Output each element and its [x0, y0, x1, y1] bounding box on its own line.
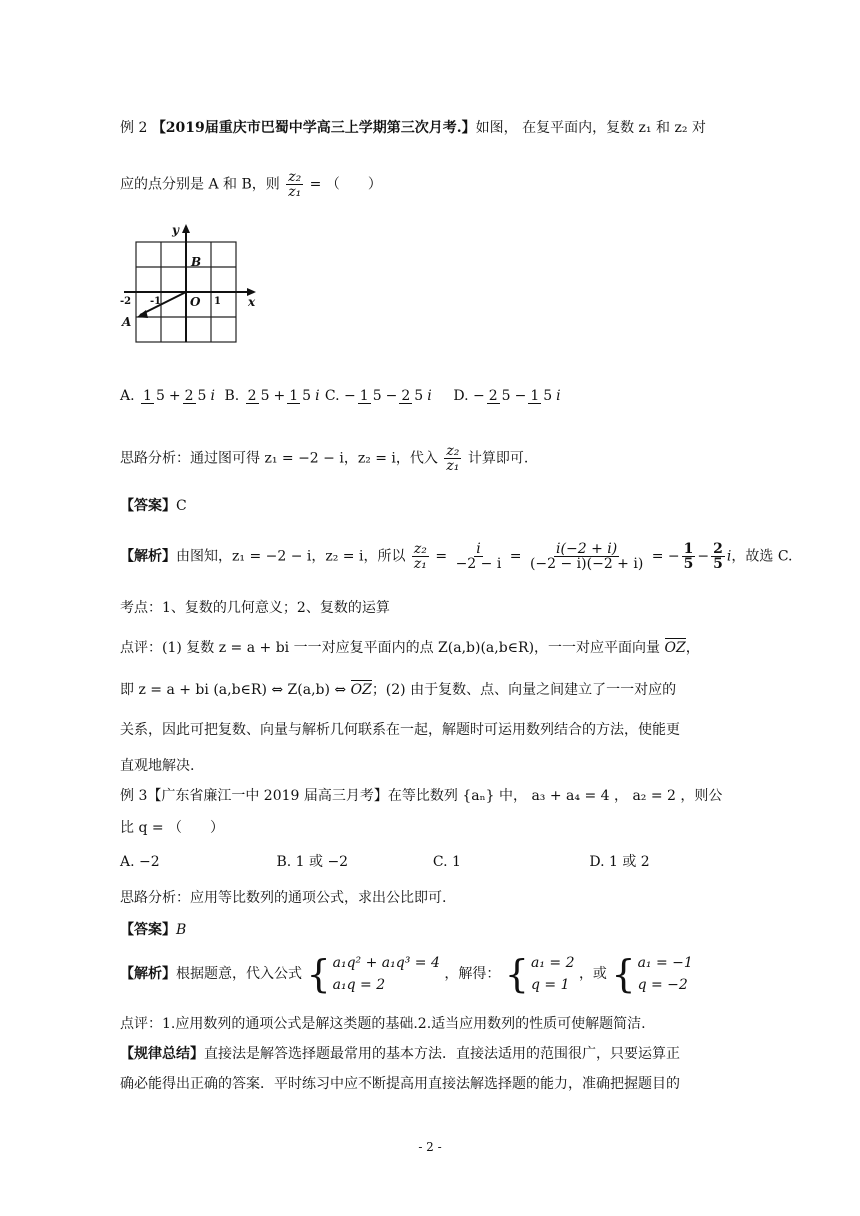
choice-a: A. 1 5 + 2 5 i	[120, 387, 215, 404]
point-a-label: A	[122, 315, 132, 329]
ex3-title: 例 3【广东省廉江一中 2019 届高三月考】在等比数列 {aₙ} 中， a₃ + a₄ = 4 ， a₂ = 2 ，则公	[120, 788, 723, 804]
ex2-comment-3: 关系，因此可把复数、向量与解析几何联系在一起，解题时可运用数列结合的方法，使能更	[120, 722, 680, 738]
ex3-analysis: 思路分析：应用等比数列的通项公式，求出公比即可.	[120, 890, 447, 906]
ex2-question-line	[120, 170, 382, 199]
ex2-title-line	[120, 118, 706, 138]
point-b-label: B	[191, 255, 202, 269]
ex3-choices	[120, 852, 650, 872]
ex2-frac-den: z₁	[288, 184, 302, 200]
origin-label: O	[190, 295, 201, 309]
vector-oz: OZ	[664, 640, 686, 656]
ex2-prefix: 例 2	[120, 120, 152, 136]
ex3-line2: 比 q = （ ）	[120, 820, 225, 836]
ex3-choice-c: C. 1	[432, 854, 461, 870]
tick-neg2: -2	[120, 296, 132, 307]
ex2-answer: 【答案】C	[120, 498, 187, 514]
ex2-kaodian: 考点：1、复数的几何意义；2、复数的运算	[120, 600, 390, 616]
ex3-choice-b: B. 1 或 −2	[276, 854, 349, 870]
tick-neg1: -1	[150, 296, 162, 307]
ex2-eq-tail: = （ ）	[309, 176, 382, 193]
ex3-comment: 点评：1.应用数列的通项公式是解这类题的基础.2.适当应用数列的性质可使解题简洁.	[120, 1016, 646, 1032]
y-label: y	[172, 223, 179, 237]
ex3-choice-d: D. 1 或 2	[589, 854, 650, 870]
ex3-solution: 【解析】根据题意，代入公式 { a₁q² + a₁q³ = 4 a₁q = 2 ，解得： { a₁ = 2 q = 1 ，或 { a₁ = −1 q = −2	[120, 952, 693, 996]
choice-d: D. − 2 5 − 1 5 i	[453, 387, 561, 404]
ex2-source: 【2019届重庆市巴蜀中学高三上学期第三次月考.】	[151, 120, 476, 136]
ex2-choices	[120, 386, 561, 406]
ex2-line2: 应的点分别是 A 和 B，则	[120, 176, 280, 193]
ex2-comment-2: 即 z = a + bi (a,b∈R) ⇔ Z(a,b) ⇔ OZ；(2) 由于复数、点、向量之间建立了一一对应的	[120, 682, 677, 698]
ex2-comment-4: 直观地解决.	[120, 758, 195, 774]
y-axis-arrow	[182, 224, 190, 233]
complex-plane-figure	[118, 222, 264, 352]
ex2-fraction	[286, 170, 303, 199]
vector-oa	[140, 292, 186, 315]
tick-1: 1	[214, 296, 221, 307]
ex3-choice-a: A. −2	[120, 854, 160, 870]
page-number: - 2 -	[418, 1140, 442, 1154]
choice-c: C. − 1 5 − 2 5 i	[324, 387, 432, 404]
ex2-solution: 【解析】由图知，z₁ = −2 − i，z₂ = i，所以 $\frac{\text{z₂}}{\text{z₁}}$ = $\frac{i}{-2 - i}$ = $\frac{i(-2 + i)}{(-2 - i)(-2 + i)}$ = − $\frac{1}{5}$ − $\frac{2}{5}$ i，故选 C.	[120, 541, 793, 572]
choice-b: B. 2 5 + 1 5 i	[224, 387, 320, 404]
ex2-analysis: 思路分析：通过图可得 z₁ = −2 − i，z₂ = i，代入 $\frac{\text{z₂}}{\text{z₁}}$ 计算即可.	[120, 443, 529, 474]
ex3-answer: 【答案】B	[120, 922, 187, 938]
ex2-frac-num: z₂	[288, 169, 302, 185]
summary-line-2: 确必能得出正确的答案．平时练习中应不断提高用直接法解选择题的能力，准确把握题目的	[120, 1076, 680, 1092]
summary-line-1: 【规律总结】直接法是解答选择题最常用的基本方法．直接法适用的范围很广，只要运算正	[120, 1046, 680, 1062]
x-label: x	[248, 295, 256, 309]
ex2-comment-1: 点评：(1) 复数 z = a + bi 一一对应复平面内的点 Z(a,b)(a,b∈R)，一一对应平面向量 OZ，	[120, 640, 700, 656]
ex2-intro: 如图， 在复平面内，复数 z₁ 和 z₂ 对	[475, 120, 706, 136]
